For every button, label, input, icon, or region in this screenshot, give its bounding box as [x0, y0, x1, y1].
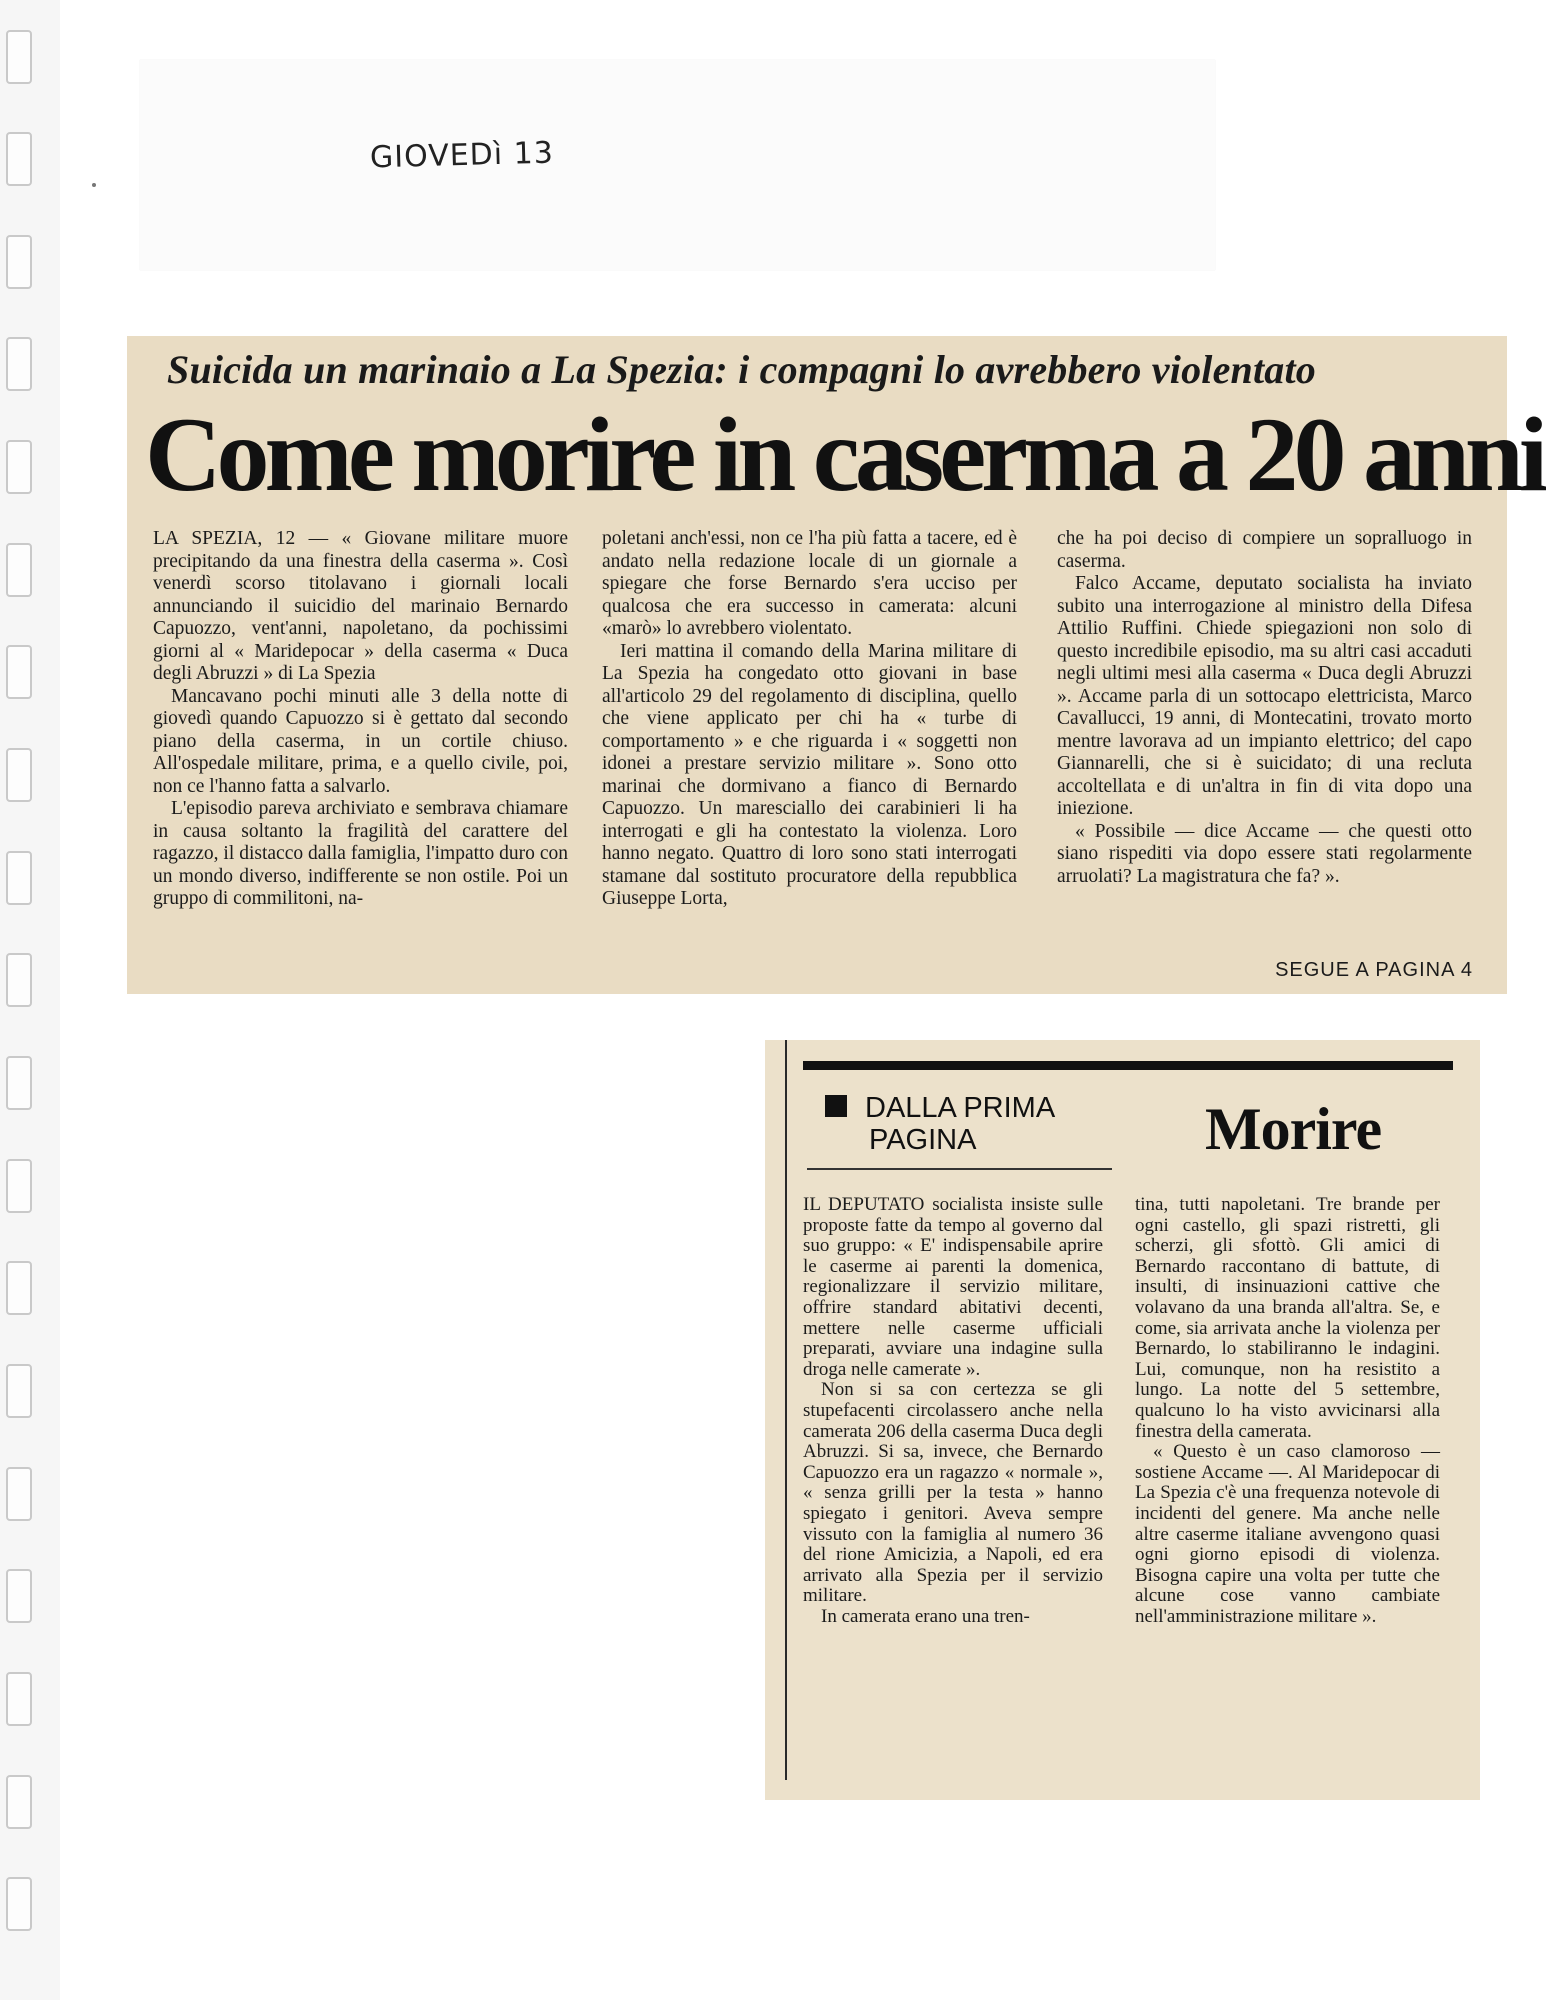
- binder-hole: [6, 1775, 32, 1829]
- binder-hole: [6, 30, 32, 84]
- handwritten-date: GIOVEDì 13: [369, 135, 555, 176]
- section-label-line-1: DALLA PRIMA: [865, 1092, 1056, 1124]
- section-divider: [807, 1168, 1112, 1170]
- binder-hole: [6, 1672, 32, 1726]
- continuation-column-2: [1135, 1195, 1440, 1627]
- binder-hole: [6, 440, 32, 494]
- square-bullet-icon: [825, 1095, 847, 1117]
- binder-hole: [6, 645, 32, 699]
- paper-speck: [92, 183, 96, 187]
- binder-hole: [6, 1159, 32, 1213]
- binder-hole: [6, 337, 32, 391]
- paragraph: L'episodio pareva archiviato e sembrava chiamare in causa soltanto la fragilità del carattere del ragazzo, il distacco dalla famiglia, l'impatto duro con un mondo diverso, indifferente se non ostile. Poi un gruppo di commilitoni, na-: [153, 798, 568, 909]
- header-rule: [803, 1061, 1453, 1070]
- continuation-column-1: [803, 1195, 1103, 1627]
- continued-on-label: SEGUE A PAGINA 4: [1275, 959, 1473, 981]
- paragraph: poletani anch'essi, non ce l'ha più fatta a tacere, ed è andato nella redazione locale di un giornale a spiegare che forse Bernardo s'era ucciso per qualcosa che era successo in camerata: alcuni «marò» lo avrebbero violentato.: [602, 528, 1017, 639]
- binder-hole: [6, 1877, 32, 1931]
- continuation-title: Morire: [1205, 1096, 1382, 1162]
- paragraph: Non si sa con certezza se gli stupefacenti circolassero anche nella camerata 206 della caserma Duca degli Abruzzi. Si sa, invece, che Bernardo Capuozzo era un ragazzo « normale », « senza grilli per la testa » hanno spiegato i genitori. Aveva sempre vissuto con la famiglia al numero 36 del rione Amicizia, a Napoli, ed era arrivato alla Spezia per il servizio militare.: [803, 1379, 1103, 1607]
- paragraph: che ha poi deciso di compiere un sopralluogo in caserma.: [1057, 528, 1472, 572]
- binder-hole: [6, 1569, 32, 1623]
- column-rule: [785, 1040, 787, 1780]
- note-paper: [140, 60, 1215, 270]
- binder-hole: [6, 132, 32, 186]
- section-label: [825, 1092, 1085, 1156]
- binder-hole: [6, 851, 32, 905]
- main-clipping: [127, 336, 1544, 994]
- article-kicker: Suicida un marinaio a La Spezia: i compagni lo avrebbero violentato: [167, 347, 1317, 392]
- continuation-clipping: [765, 1040, 1480, 1800]
- paragraph: Falco Accame, deputato socialista ha inviato subito una interrogazione al ministro della Difesa Attilio Ruffini. Chiede spiegazioni non solo di questo incredibile episodio, ma su altri casi accaduti negli ultimi mesi alla caserma « Duca degli Abruzzi ». Accame parla di un sottocapo elettricista, Marco Cavallucci, 19 anni, di Montecatini, trovato morto mentre lavorava ad un impianto elettrico; del capo Giannarelli, che si è suicidato; di una recluta accoltellata e di un'altra in fin di vita dopo una iniezione.: [1057, 573, 1472, 819]
- article-column-2: [602, 528, 1017, 911]
- binder-hole: [6, 543, 32, 597]
- article-column-1: [153, 528, 568, 911]
- paragraph: tina, tutti napoletani. Tre brande per ogni castello, gli spazi ristretti, gli scherzi, gli sfottò. Gli amici di Bernardo raccontano di battute, di insulti, di insinuazioni cattive che volavano da una branda all'altra. Se, e come, sia arrivata anche la violenza per Bernardo, lo stabiliranno le indagini. Lui, comunque, non ha resistito a lungo. La notte del 5 settembre, qualcuno lo ha visto avvicinarsi alla finestra della camerata.: [1135, 1194, 1440, 1442]
- section-label-line-2: PAGINA: [869, 1124, 977, 1156]
- paragraph: Mancavano pochi minuti alle 3 della notte di giovedì quando Capuozzo si è gettato dal secondo piano della caserma, in un cortile chiuso. All'ospedale militare, prima, e a quello civile, poi, non ce l'hanno fatta a salvarlo.: [153, 685, 568, 797]
- paragraph: « Possibile — dice Accame — che questi otto siano rispediti via dopo essere stati regolarmente arruolati? La magistratura che fa? ».: [1057, 820, 1472, 887]
- binder-hole: [6, 1261, 32, 1315]
- paragraph: Ieri mattina il comando della Marina militare di La Spezia ha congedato otto giovani in base all'articolo 29 del regolamento di disciplina, quello che viene applicato per chi ha « turbe di comportamento » e che riguarda i « soggetti non idonei a prestare servizio militare ». Sono otto marinai che dormivano a fianco di Bernardo Capuozzo. Un maresciallo dei carabinieri li ha interrogati e gli ha contestato la violenza. Loro hanno negato. Quattro di loro sono stati interrogati stamane dal sostituto procuratore della repubblica Giuseppe Lorta,: [602, 640, 1017, 909]
- article-headline: Come morire in caserma a 20 anni: [145, 396, 1544, 513]
- binder-hole: [6, 1467, 32, 1521]
- binder-hole: [6, 953, 32, 1007]
- binder-strip: [0, 0, 60, 2000]
- article-column-3: [1057, 528, 1472, 888]
- paragraph: « Questo è un caso clamoroso — sostiene Accame —. Al Maridepocar di La Spezia c'è una frequenza notevole di incidenti del genere. Ma anche nelle altre caserme italiane avvengono quasi ogni giorno episodi di violenza. Bisogna capire una volta per tutte che alcune cose vanno cambiate nell'amministrazione militare ».: [1135, 1441, 1440, 1627]
- binder-hole: [6, 1364, 32, 1418]
- binder-hole: [6, 748, 32, 802]
- paragraph: IL DEPUTATO socialista insiste sulle proposte fatte da tempo al governo dal suo gruppo: « E' indispensabile aprire le caserme ai parenti la domenica, regionalizzare il servizio militare, offrire standard abitativi decenti, mettere nelle caserme ufficiali preparati, avviare una indagine sulla droga nelle camerate ».: [803, 1194, 1103, 1380]
- paragraph: LA SPEZIA, 12 — « Giovane militare muore precipitando da una finestra della caserma ». Così venerdì scorso titolavano i giornali locali annunciando il suicidio del marinaio Bernardo Capuozzo, vent'anni, napoletano, da pochissimi giorni al « Maridepocar » della caserma « Duca degli Abruzzi » di La Spezia: [153, 528, 568, 684]
- binder-hole: [6, 235, 32, 289]
- paragraph: In camerata erano una tren-: [821, 1605, 1030, 1627]
- binder-hole: [6, 1056, 32, 1110]
